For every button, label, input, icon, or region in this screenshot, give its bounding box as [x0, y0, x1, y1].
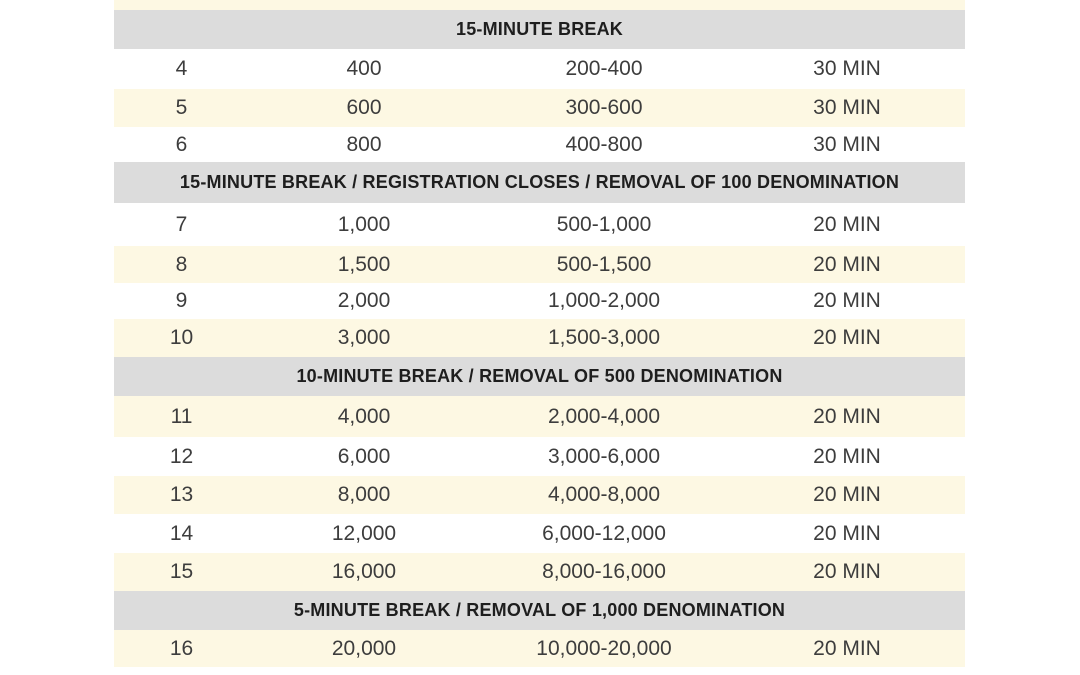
- blinds-value: 3,000-6,000: [547, 444, 661, 468]
- break-label: 5-MINUTE BREAK / REMOVAL OF 1,000 DENOMINATION: [293, 600, 786, 620]
- level-number: 8: [175, 252, 188, 276]
- duration-value: 30 MIN: [813, 57, 881, 80]
- duration-value: 20 MIN: [813, 212, 881, 236]
- duration-value: 20 MIN: [813, 483, 881, 506]
- blinds-value: 2,000-4,000: [547, 404, 661, 428]
- blinds-value: 10,000-20,000: [536, 636, 672, 660]
- level-row: [114, 0, 965, 10]
- level-row: [114, 89, 965, 127]
- level-row: [114, 283, 965, 319]
- level-row: [114, 396, 965, 437]
- level-number: 5: [175, 96, 188, 119]
- ante-value: 2,000: [337, 289, 391, 312]
- break-row: [114, 591, 965, 630]
- ante-value: 1,000: [337, 212, 391, 236]
- blinds-value: 4,000-8,000: [547, 483, 661, 506]
- duration-value: [729, 0, 965, 2]
- blind-structure-table: [114, 0, 965, 667]
- level-row: [114, 476, 965, 514]
- level-row: [114, 49, 965, 89]
- blinds-value: 300-600: [565, 96, 643, 119]
- duration-value: 30 MIN: [813, 96, 881, 119]
- blinds-value: 8,000-16,000: [542, 560, 666, 583]
- level-row: [114, 246, 965, 283]
- break-label: 10-MINUTE BREAK / REMOVAL OF 500 DENOMINATION: [296, 366, 783, 386]
- ante-value: 16,000: [331, 560, 397, 583]
- blinds-value: 1,500-3,000: [547, 326, 661, 349]
- ante-value: 800: [346, 132, 382, 156]
- blinds-value: 500-1,500: [556, 252, 652, 276]
- blinds-value: 500-1,000: [556, 212, 652, 236]
- level-row: [114, 437, 965, 476]
- level-row: [114, 630, 965, 667]
- level-number: 4: [175, 57, 188, 80]
- blinds-value: 1,000-2,000: [547, 289, 661, 312]
- level-row: [114, 319, 965, 357]
- ante-value: 600: [346, 96, 382, 119]
- level-number: 6: [175, 132, 188, 156]
- duration-value: 20 MIN: [813, 444, 881, 468]
- duration-value: 20 MIN: [813, 289, 881, 312]
- level-row: [114, 553, 965, 591]
- ante-value: 12,000: [331, 521, 397, 545]
- blinds-value: [479, 0, 729, 2]
- blinds-value: 6,000-12,000: [542, 521, 666, 545]
- ante-value: 3,000: [337, 326, 391, 349]
- level-number: 9: [175, 289, 188, 312]
- duration-value: 30 MIN: [813, 132, 881, 156]
- ante-value: [249, 0, 479, 2]
- break-label: 15-MINUTE BREAK: [455, 19, 623, 39]
- duration-value: 20 MIN: [813, 326, 881, 349]
- level-row: [114, 514, 965, 553]
- ante-value: 4,000: [337, 404, 391, 428]
- break-row: [114, 357, 965, 396]
- level-number: [114, 0, 249, 2]
- level-number: 15: [169, 560, 194, 583]
- break-label: 15-MINUTE BREAK / REGISTRATION CLOSES / REMOVAL OF 100 DENOMINATION: [179, 172, 900, 192]
- level-number: 13: [169, 483, 194, 506]
- duration-value: 20 MIN: [813, 252, 881, 276]
- ante-value: 6,000: [337, 444, 391, 468]
- ante-value: 400: [346, 57, 382, 80]
- duration-value: 20 MIN: [813, 521, 881, 545]
- level-number: 10: [169, 326, 194, 349]
- break-row: [114, 162, 965, 203]
- level-number: 12: [169, 444, 194, 468]
- blinds-value: 200-400: [565, 57, 643, 80]
- ante-value: 20,000: [331, 636, 397, 660]
- level-row: [114, 127, 965, 162]
- duration-value: 20 MIN: [813, 404, 881, 428]
- ante-value: 8,000: [337, 483, 391, 506]
- duration-value: 20 MIN: [813, 560, 881, 583]
- duration-value: 20 MIN: [813, 636, 881, 660]
- level-number: 16: [169, 636, 194, 660]
- level-number: 7: [175, 212, 188, 236]
- ante-value: 1,500: [337, 252, 391, 276]
- level-number: 11: [170, 404, 193, 428]
- blinds-value: 400-800: [565, 132, 643, 156]
- level-row: [114, 203, 965, 246]
- level-number: 14: [169, 521, 194, 545]
- break-row: [114, 10, 965, 49]
